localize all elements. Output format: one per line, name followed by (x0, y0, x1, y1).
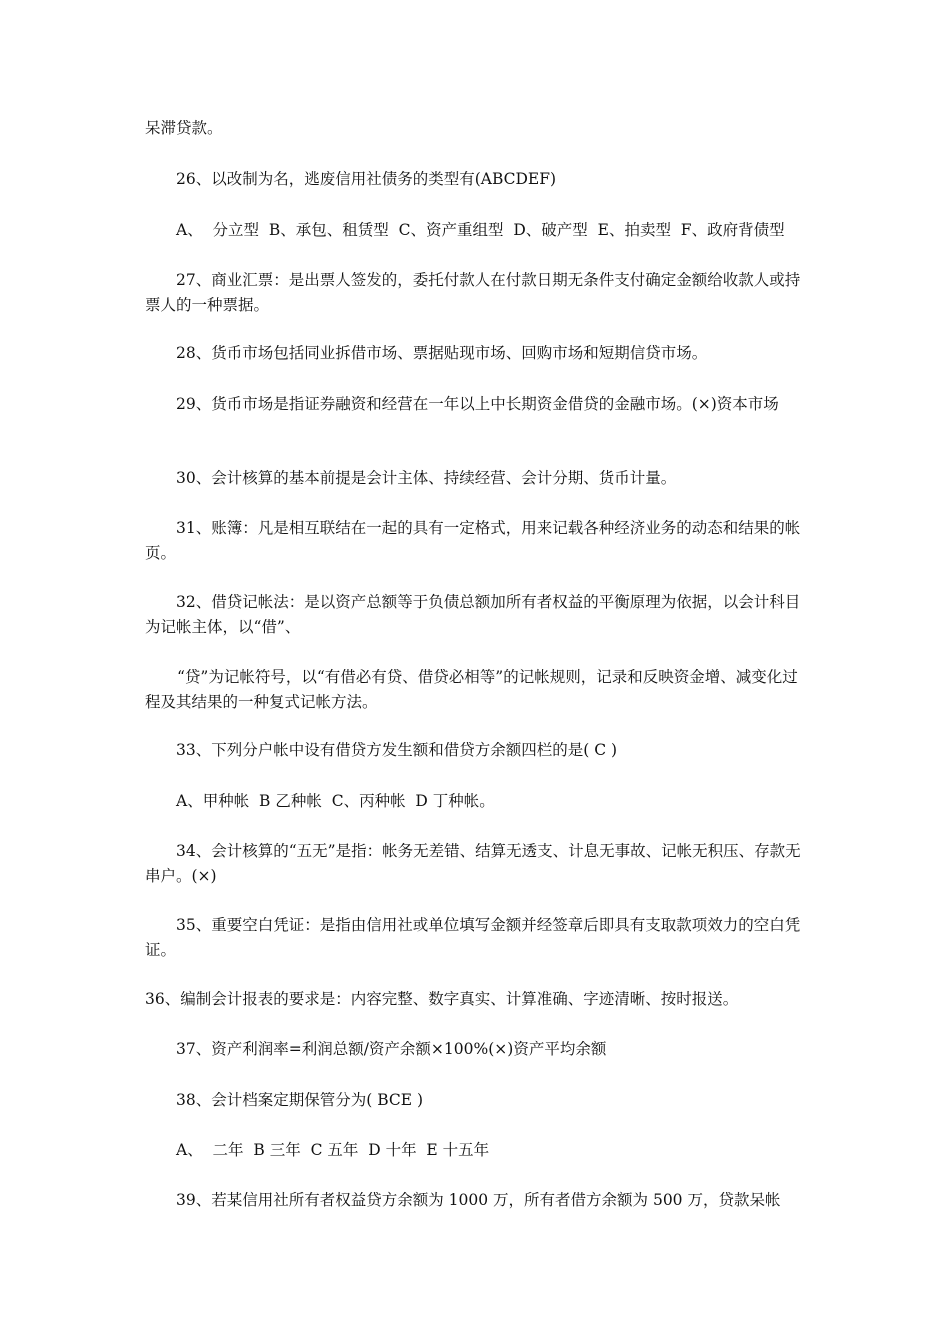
question-26-options: A、 分立型 B、承包、租赁型 C、资产重组型 D、破产型 E、拍卖型 F、政府背债型 (176, 221, 785, 239)
question-35: 35、重要空白凭证：是指由信用社或单位填写金额并经签章后即具有支取款项效力的空白凭证。 (145, 916, 801, 959)
question-33-options: A、甲种帐 B 乙种帐 C、丙种帐 D 丁种帐。 (176, 792, 495, 810)
question-30: 30、会计核算的基本前提是会计主体、持续经营、会计分期、货币计量。 (176, 469, 677, 487)
paragraph-continuation: 呆滞贷款。 (145, 119, 223, 137)
question-29: 29、货币市场是指证券融资和经营在一年以上中长期资金借贷的金融市场。(×)资本市场 (176, 395, 779, 413)
question-33: 33、下列分户帐中设有借贷方发生额和借贷方余额四栏的是( C ) (176, 741, 618, 759)
question-34: 34、会计核算的“五无”是指：帐务无差错、结算无透支、计息无事故、记帐无积压、存款无串户。(×) (145, 842, 801, 885)
question-36: 36、编制会计报表的要求是：内容完整、数字真实、计算准确、字迹清晰、按时报送。 (145, 990, 739, 1008)
question-28: 28、货币市场包括同业拆借市场、票据贴现市场、回购市场和短期信贷市场。 (176, 344, 708, 362)
question-38: 38、会计档案定期保管分为( BCE ) (176, 1091, 424, 1109)
question-32-continued: “贷”为记帐符号，以“有借必有贷、借贷必相等”的记帐规则，记录和反映资金增、减变化过程及其结果的一种复式记帐方法。 (145, 668, 798, 711)
question-39: 39、若某信用社所有者权益贷方余额为 1000 万，所有者借方余额为 500 万，贷款呆帐 (176, 1191, 781, 1209)
question-27: 27、商业汇票：是出票人签发的，委托付款人在付款日期无条件支付确定金额给收款人或持票人的一种票据。 (145, 271, 801, 314)
question-32: 32、借贷记帐法：是以资产总额等于负债总额加所有者权益的平衡原理为依据，以会计科目为记帐主体，以“借”、 (145, 593, 801, 636)
question-37: 37、资产利润率=利润总额/资产余额×100%(×)资产平均余额 (176, 1040, 607, 1058)
question-26: 26、以改制为名，逃废信用社债务的类型有(ABCDEF) (176, 170, 557, 188)
question-38-options: A、 二年 B 三年 C 五年 D 十年 E 十五年 (176, 1141, 490, 1159)
question-31: 31、账簿：凡是相互联结在一起的具有一定格式，用来记载各种经济业务的动态和结果的帐页。 (145, 519, 801, 562)
